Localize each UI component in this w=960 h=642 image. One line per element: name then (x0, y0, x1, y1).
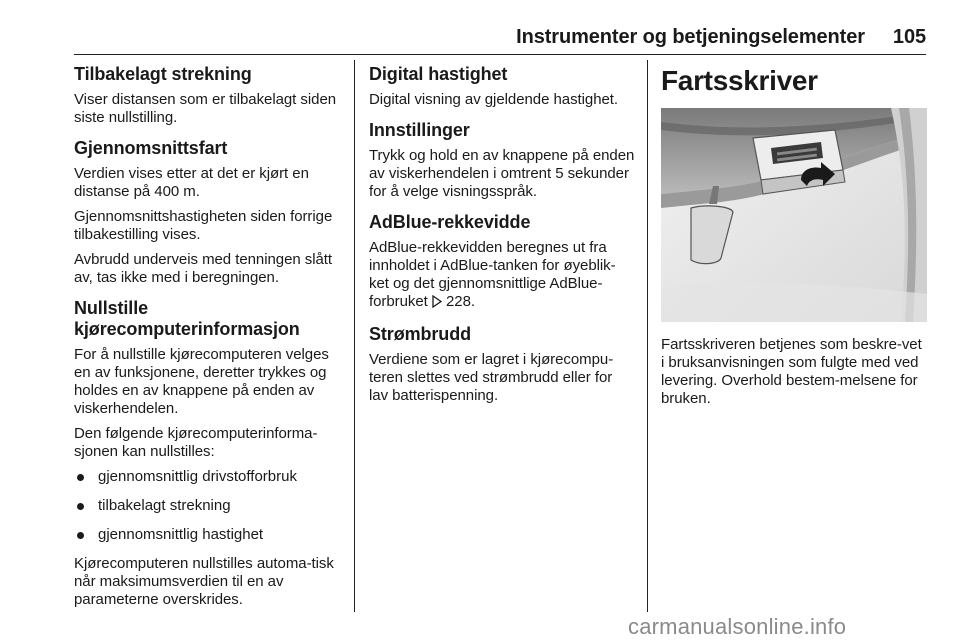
section-nullstille (74, 298, 340, 609)
page-reference[interactable]: 228. (446, 293, 475, 310)
header-title: Instrumenter og betjeningselementer (516, 26, 865, 48)
paragraph: Den følgende kjørecomputerinforma-sjonen kan nullstilles: (74, 425, 318, 460)
header-rule (74, 54, 926, 55)
section-digital-hastighet (369, 64, 635, 109)
section-heading: Nullstille kjørecomputerinformasjon (74, 298, 300, 339)
list-item: gjennomsnittlig drivstofforbruk (74, 468, 340, 486)
list-item: gjennomsnittlig hastighet (74, 526, 340, 544)
bullet-icon (77, 474, 84, 481)
section-innstillinger (369, 120, 635, 201)
section-heading: Digital hastighet (369, 64, 508, 84)
section-stromgbrudd (369, 324, 635, 405)
paragraph: AdBlue-rekkevidden beregnes ut fra innholdet i AdBlue-tanken for øyeblik-ket og det gjennomsnittlige AdBlue-forbruket 228. (369, 239, 635, 313)
bullet-icon (77, 503, 84, 510)
column-3 (661, 64, 927, 415)
section-heading: Gjennomsnittsfart (74, 138, 228, 158)
bullet-icon (77, 532, 84, 539)
paragraph: Kjørecomputeren nullstilles automa-tisk når maksimumsverdien til en av parameterne overskrides. (74, 555, 334, 608)
paragraph: Fartsskriveren betjenes som beskre-vet i bruksanvisningen som fulgte med ved levering. Overhold bestem-melsene for bruken. (661, 336, 922, 407)
paragraph: Gjennomsnittshastigheten siden forrige tilbakestilling vises. (74, 208, 333, 243)
paragraph: Digital visning av gjeldende hastighet. (369, 91, 619, 108)
paragraph: Viser distansen som er tilbakelagt siden siste nullstilling. (74, 91, 337, 126)
page-header (74, 26, 926, 49)
column-divider-1 (354, 60, 355, 612)
column-2 (369, 64, 635, 416)
column-1 (74, 64, 340, 620)
section-tilbakelagt-strekning (74, 64, 340, 127)
watermark: carmanualsonline.info (628, 614, 847, 639)
list-item: tilbakelagt strekning (74, 497, 340, 515)
section-heading: Tilbakelagt strekning (74, 64, 252, 84)
main-heading: Fartsskriver (661, 65, 818, 96)
page-number: 105 (892, 26, 926, 48)
reset-items-list (74, 468, 340, 544)
paragraph: Verdien vises etter at det er kjørt en distanse på 400 m. (74, 165, 309, 200)
section-adblue-rekkevidde (369, 212, 635, 313)
page-reference-arrow-icon (432, 295, 442, 313)
section-heading: Strømbrudd (369, 324, 471, 344)
tachograph-illustration (661, 108, 927, 322)
paragraph: Trykk og hold en av knappene på enden av viskerhendelen i omtrent 5 sekunder for å velge visningsspråk. (369, 147, 635, 200)
paragraph: Avbrudd underveis med tenningen slått av, tas ikke med i beregningen. (74, 251, 333, 286)
section-gjennomsnittsfart (74, 138, 340, 287)
section-heading: Innstillinger (369, 120, 470, 140)
section-heading: AdBlue-rekkevidde (369, 212, 531, 232)
paragraph: For å nullstille kjørecomputeren velges en av funksjonene, deretter trykkes og holdes en av knappene på enden av viskerhendelen. (74, 346, 329, 417)
paragraph: Verdiene som er lagret i kjørecompu-teren slettes ved strømbrudd eller for lav batterispenning. (369, 351, 614, 404)
column-divider-2 (647, 60, 648, 612)
